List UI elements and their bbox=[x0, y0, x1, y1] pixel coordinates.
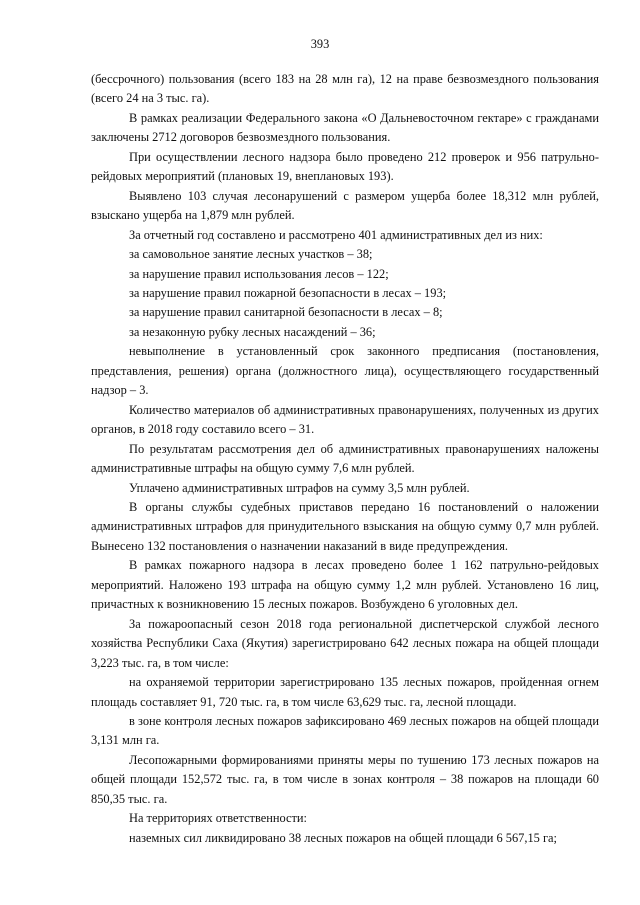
paragraph-far-east-hectare: В рамках реализации Федерального закона «О Дальневосточном гектаре» с гражданами заключены 2712 договоров безвозмездного пользования. bbox=[91, 110, 599, 145]
paragraph-fire-supervision: В рамках пожарного надзора в лесах проведено более 1 162 патрульно-рейдовых мероприятий. Наложено 193 штрафа на общую сумму 1,2 млн рублей. Установлено 16 лиц, причастных к возникновению 15 лесных пожаров. Возбуждено 6 уголовных дел. bbox=[91, 558, 599, 612]
paragraph-fire-season-2018: За пожароопасный сезон 2018 года региональной диспетчерской службой лесного хозяйства Республики Саха (Якутия) зарегистрировано 642 лесных пожара на общей площади 3,223 тыс. га, в том числе: bbox=[91, 616, 599, 670]
list-item-unauthorized-occupation: за самовольное занятие лесных участков – 38; bbox=[129, 247, 373, 262]
paragraph-fines-paid: Уплачено административных штрафов на сумму 3,5 млн рублей. bbox=[129, 480, 470, 495]
paragraph-violations-damage: Выявлено 103 случая лесонарушений с размером ущерба более 18,312 млн рублей, взыскано ущерба на 1,879 млн рублей. bbox=[91, 188, 599, 223]
paragraph-fines-imposed: По результатам рассмотрения дел об административных правонарушениях наложены административные штрафы на общую сумму 7,6 млн рублей. bbox=[91, 441, 599, 476]
paragraph-forest-inspections: При осуществлении лесного надзора было проведено 212 проверок и 956 патрульно-рейдовых мероприятий (плановых 19, внеплановых 193). bbox=[91, 149, 599, 184]
paragraph-responsibility-territories: На территориях ответственности: bbox=[129, 811, 307, 826]
paragraph-protected-territory: на охраняемой территории зарегистрировано 135 лесных пожаров, пройденная огнем площадь составляет 91, 720 тыс. га, в том числе 63,629 тыс. га, лесной площади. bbox=[91, 675, 599, 709]
paragraph-control-zone: в зоне контроля лесных пожаров зафиксировано 469 лесных пожаров на общей площади 3,131 млн га. bbox=[91, 713, 599, 748]
paragraph-administrative-cases: За отчетный год составлено и рассмотрено 401 административных дел из них: bbox=[129, 227, 543, 242]
document-body bbox=[91, 70, 599, 848]
paragraph-firefighting-units: Лесопожарными формированиями приняты меры по тушению 173 лесных пожаров на общей площади 152,572 тыс. га, в том числе в зонах контроля – 38 пожаров на площади 60 850,35 тыс. га. bbox=[91, 752, 599, 806]
list-item-sanitary-violation: за нарушение правил санитарной безопасности в лесах – 8; bbox=[129, 305, 443, 320]
paragraph-ground-forces: наземных сил ликвидировано 38 лесных пожаров на общей площади 6 567,15 га; bbox=[129, 830, 557, 845]
paragraph-bailiff-service: В органы службы судебных приставов передано 16 постановлений о наложении административных штрафов для принудительного взыскания на общую сумму 0,7 млн рублей. Вынесено 132 постановления о назначении наказаний в виде предупреждения. bbox=[91, 499, 599, 553]
list-item-forest-use-violation: за нарушение правил использования лесов – 122; bbox=[129, 266, 389, 281]
list-item-failure-to-comply: невыполнение в установленный срок законного предписания (постановления, представления, решения) органа (должностного лица), осуществляющего государственный надзор – 3. bbox=[91, 344, 599, 398]
paragraph-materials-other-agencies: Количество материалов об административных правонарушениях, полученных из других органов, в 2018 году составило всего – 31. bbox=[91, 402, 599, 437]
paragraph-land-use-continuation: (бессрочного) пользования (всего 183 на 28 млн га), 12 на праве безвозмездного пользования (всего 24 на 3 тыс. га). bbox=[91, 72, 599, 106]
list-item-fire-safety-violation: за нарушение правил пожарной безопасности в лесах – 193; bbox=[129, 285, 447, 300]
page-number: 393 bbox=[310, 37, 330, 51]
list-item-illegal-logging: за незаконную рубку лесных насаждений – 36; bbox=[129, 324, 376, 339]
